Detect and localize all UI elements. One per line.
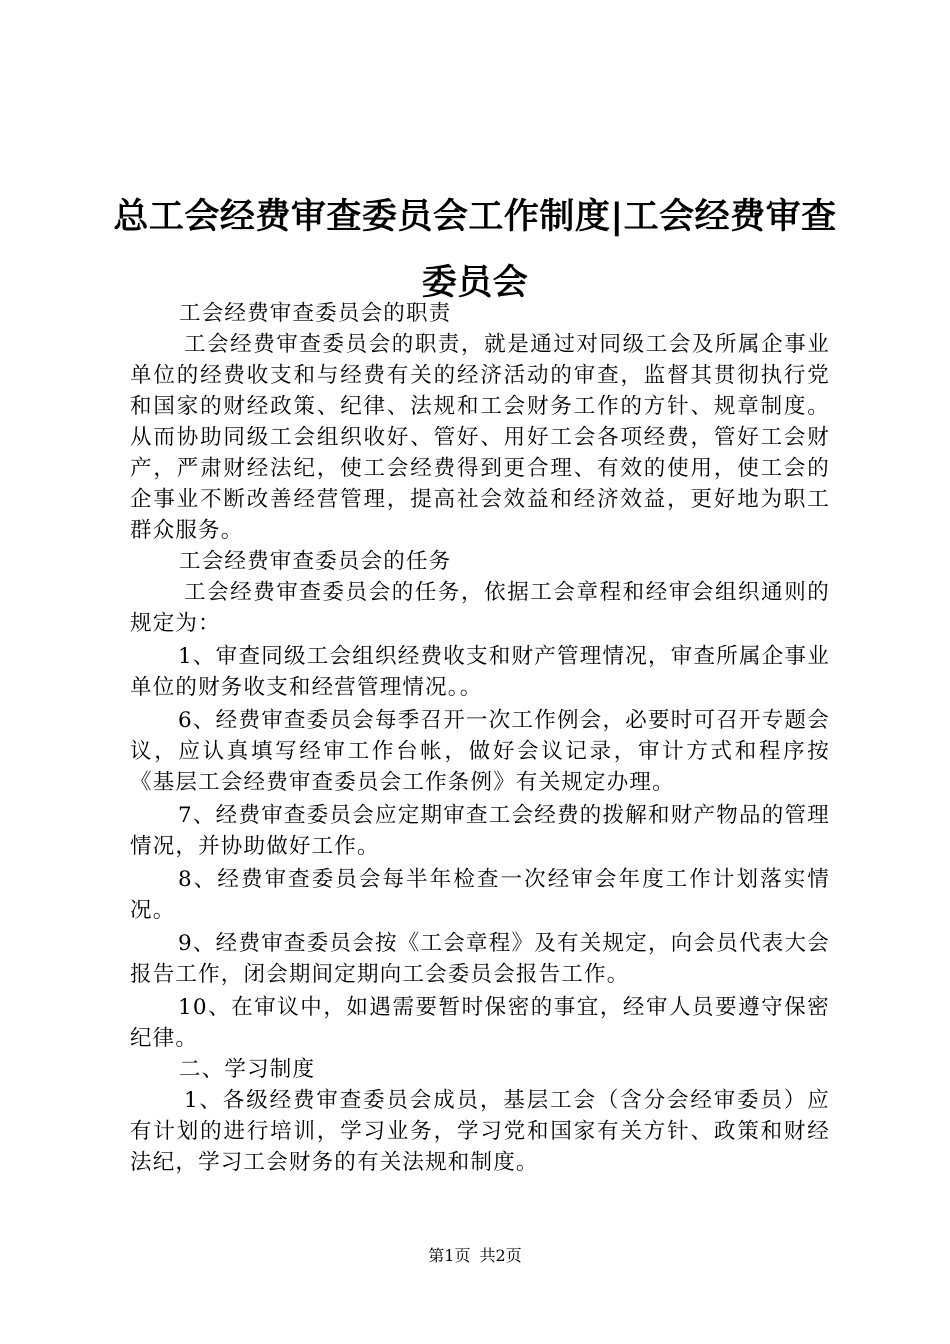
document-body — [130, 298, 830, 1178]
section-heading-duties: 工会经费审查委员会的职责 — [179, 301, 452, 326]
list-item-7: 7、经费审查委员会应定期审查工会经费的拨解和财产物品的管理情况，并协助做好工作。 — [130, 803, 830, 859]
page-number: 第1页 — [428, 1246, 471, 1265]
document-title: 总工会经费审查委员会工作制度|工会经费审查委员会 — [113, 197, 837, 303]
paragraph-study-1: 1、各级经费审查委员会成员，基层工会（含分会经审委员）应有计划的进行培训，学习业务，学习党和国家有关方针、政策和财经法纪，学习工会财务的有关法规和制度。 — [130, 1088, 830, 1175]
section-heading-study: 二、学习制度 — [179, 1057, 316, 1082]
page-total: 共2页 — [479, 1246, 522, 1265]
list-item-10: 10、在审议中，如遇需要暂时保密的事宜，经审人员要遵守保密纪律。 — [130, 995, 830, 1051]
list-item-6: 6、经费审查委员会每季召开一次工作例会，必要时可召开专题会议，应认真填写经审工作台帐，做好会议记录，审计方式和程序按《基层工会经费审查委员会工作条例》有关规定办理。 — [130, 708, 830, 795]
section-heading-tasks: 工会经费审查委员会的任务 — [179, 549, 452, 574]
paragraph-tasks: 工会经费审查委员会的任务，依据工会章程和经审会组织通则的规定为： — [130, 580, 830, 636]
list-item-9: 9、经费审查委员会按《工会章程》及有关规定，向会员代表大会报告工作，闭会期间定期向工会委员会报告工作。 — [130, 931, 830, 987]
paragraph-duties: 工会经费审查委员会的职责，就是通过对同级工会及所属企事业单位的经费收支和与经费有关的经济活动的审查，监督其贯彻执行党和国家的财经政策、纪律、法规和工会财务工作的方针、规章制度。从而协助同级工会组织收好、管好、用好工会各项经费，管好工会财产，严肃财经法纪，使工会经费得到更合理、有效的使用，使工会的企事业不断改善经营管理，提高社会效益和经济效益，更好地为职工群众服务。 — [130, 332, 830, 543]
list-item-8: 8、经费审查委员会每半年检查一次经审会年度工作计划落实情况。 — [130, 867, 830, 923]
list-item-1: 1、审查同级工会组织经费收支和财产管理情况，审查所属企事业单位的财务收支和经营管理情况。。 — [130, 644, 830, 700]
page-footer — [0, 1246, 950, 1266]
